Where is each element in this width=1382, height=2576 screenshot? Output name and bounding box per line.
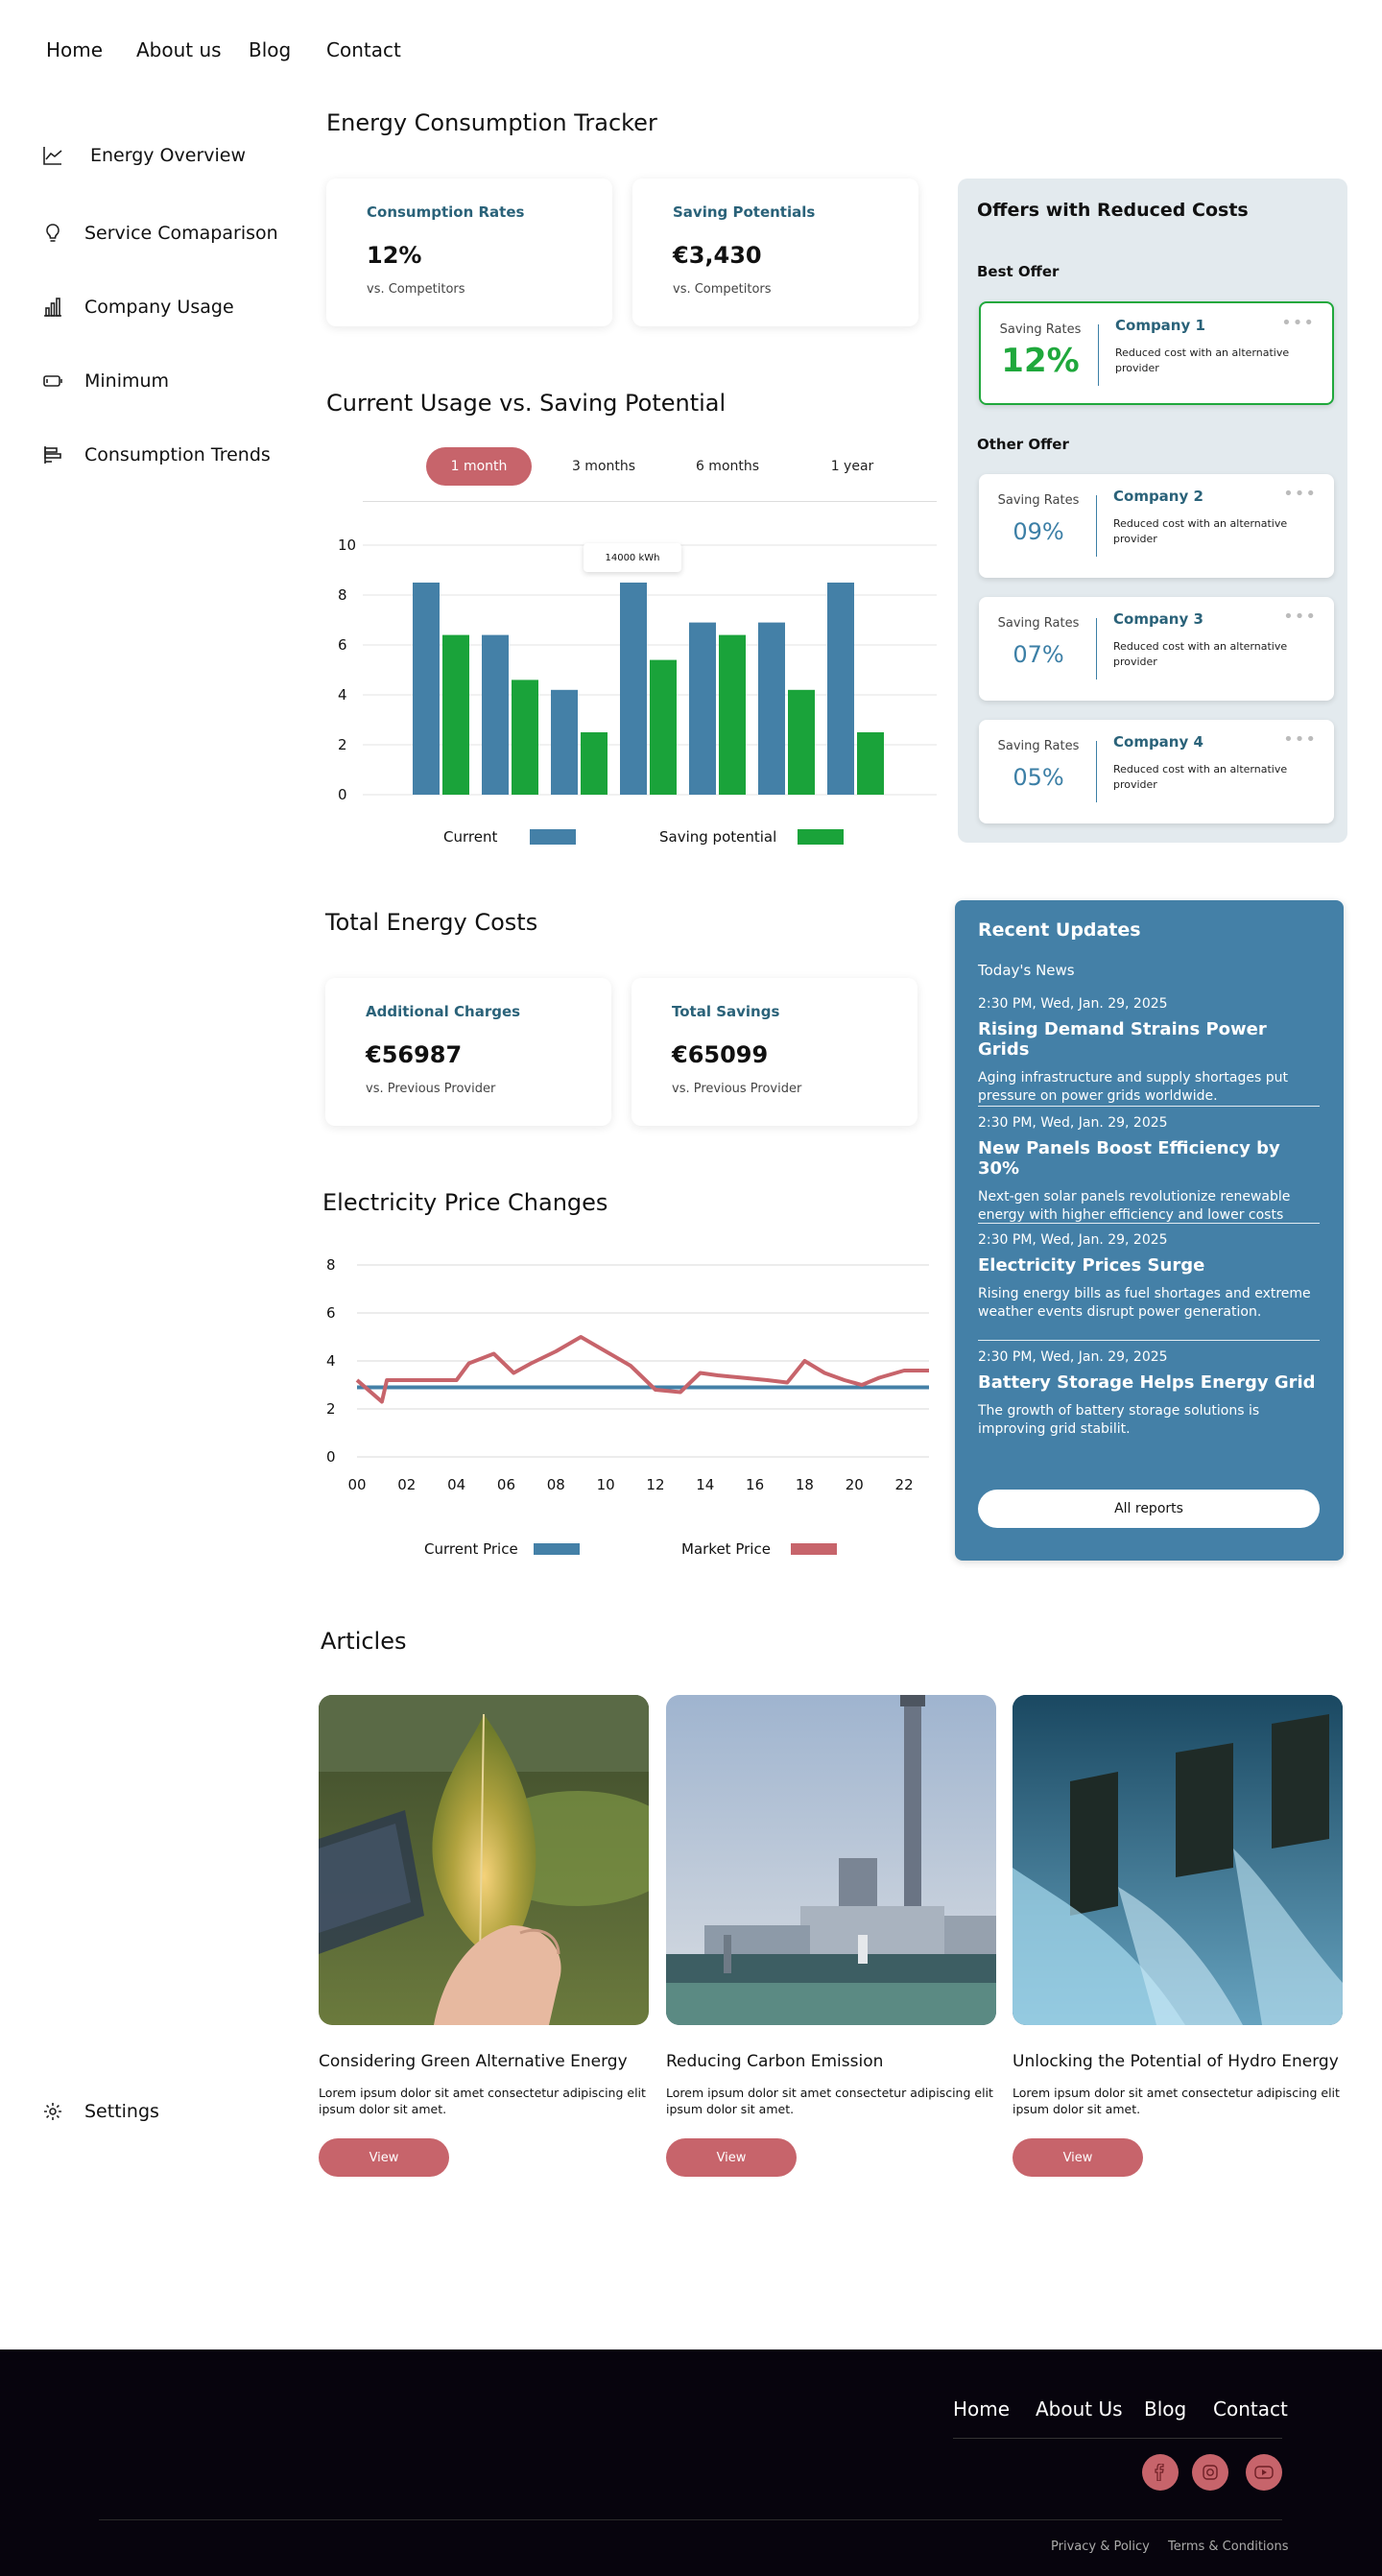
sidebar-item-settings[interactable] xyxy=(42,2101,159,2122)
price-chart-title: Electricity Price Changes xyxy=(322,1189,608,1216)
x-tick-label: 04 xyxy=(447,1476,466,1493)
nav-blog[interactable]: Blog xyxy=(249,38,292,61)
news-item[interactable] xyxy=(978,1232,1320,1322)
news-body: Rising energy bills as fuel shortages and extreme weather events disrupt power generation. xyxy=(978,1286,1311,1320)
article-body: Lorem ipsum dolor sit amet consectetur adipiscing elit ipsum dolor sit amet. xyxy=(1013,2086,1340,2116)
news-headline: Battery Storage Helps Energy Grid xyxy=(978,1372,1316,1393)
article-title: Unlocking the Potential of Hydro Energy xyxy=(1013,2052,1339,2071)
battery-icon xyxy=(42,370,63,392)
news-item[interactable] xyxy=(978,1349,1320,1439)
terms-link[interactable]: Terms & Conditions xyxy=(1168,2540,1289,2554)
bar-saving-potential[interactable] xyxy=(442,635,469,795)
company-desc: Reduced cost with an alternative provider xyxy=(1113,763,1288,791)
company-name: Company 3 xyxy=(1113,610,1203,628)
costs-title: Total Energy Costs xyxy=(325,909,538,936)
bar-current[interactable] xyxy=(758,623,785,795)
news-date: 2:30 PM, Wed, Jan. 29, 2025 xyxy=(978,1232,1168,1248)
bar-saving-potential[interactable] xyxy=(788,690,815,795)
sidebar-item-service-comparison[interactable] xyxy=(42,223,278,244)
card-value: 12% xyxy=(367,242,422,269)
rate-label: Saving Rates xyxy=(997,616,1080,631)
article-view-button[interactable]: View xyxy=(666,2138,797,2177)
x-tick-label: 10 xyxy=(596,1476,615,1493)
horizontal-bars-icon xyxy=(42,444,63,465)
bar-chart-icon xyxy=(42,297,63,318)
divider xyxy=(1098,324,1099,386)
offer-card-company-4[interactable] xyxy=(979,720,1334,823)
sidebar-item-label: Energy Overview xyxy=(90,145,247,166)
bar-current[interactable] xyxy=(827,583,854,795)
additional-charges-card xyxy=(325,978,611,1126)
legend-swatch xyxy=(791,1543,837,1555)
y-tick-label: 2 xyxy=(338,736,347,753)
footer-link-contact[interactable]: Contact xyxy=(1213,2397,1288,2421)
divider xyxy=(99,2519,1282,2520)
x-tick-label: 00 xyxy=(347,1476,367,1493)
instagram-icon[interactable] xyxy=(1192,2454,1228,2491)
legend-label: Market Price xyxy=(681,1540,771,1558)
bar-current[interactable] xyxy=(482,635,509,795)
y-tick-label: 4 xyxy=(326,1352,336,1370)
news-headline: Electricity Prices Surge xyxy=(978,1255,1205,1276)
divider xyxy=(953,2438,1282,2439)
rate-value: 07% xyxy=(1013,641,1064,668)
sidebar-item-label: Settings xyxy=(84,2101,159,2122)
offer-card-company-1[interactable] xyxy=(979,301,1334,405)
divider xyxy=(978,1223,1320,1224)
news-headline: Rising Demand Strains Power Grids xyxy=(978,1019,1267,1060)
y-tick-label: 0 xyxy=(326,1448,336,1466)
legend-label: Saving potential xyxy=(659,828,777,846)
rate-value: 09% xyxy=(1013,518,1064,545)
all-reports-button[interactable]: All reports xyxy=(978,1490,1320,1528)
news-label: Today's News xyxy=(978,962,1075,979)
rate-label: Saving Rates xyxy=(999,322,1082,337)
sidebar-item-label: Company Usage xyxy=(84,297,234,318)
lightbulb-icon xyxy=(42,223,63,244)
card-value: €3,430 xyxy=(673,242,762,269)
x-tick-label: 14 xyxy=(696,1476,715,1493)
facebook-icon[interactable] xyxy=(1142,2454,1179,2491)
news-body: The growth of battery storage solutions is improving grid stabilit. xyxy=(978,1403,1260,1437)
consumption-rates-card xyxy=(326,179,612,326)
offers-title: Offers with Reduced Costs xyxy=(977,200,1249,221)
card-label: Saving Potentials xyxy=(673,203,816,221)
more-icon[interactable]: ••• xyxy=(1283,729,1317,750)
legend-swatch xyxy=(530,829,576,845)
more-icon[interactable]: ••• xyxy=(1283,607,1317,627)
y-tick-label: 8 xyxy=(326,1256,336,1274)
bar-current[interactable] xyxy=(689,623,716,795)
bar-saving-potential[interactable] xyxy=(857,732,884,795)
article-view-button[interactable]: View xyxy=(1013,2138,1143,2177)
tab-6-months[interactable]: 6 months xyxy=(695,459,760,474)
company-desc: Reduced cost with an alternative provider xyxy=(1115,346,1290,374)
news-date: 2:30 PM, Wed, Jan. 29, 2025 xyxy=(978,1349,1168,1365)
offers-panel xyxy=(958,179,1347,843)
card-label: Additional Charges xyxy=(366,1003,521,1020)
y-tick-label: 4 xyxy=(338,686,347,704)
series-line-market-price xyxy=(357,1337,929,1402)
rate-label: Saving Rates xyxy=(997,493,1080,508)
sidebar-item-label: Service Comaparison xyxy=(84,223,278,244)
company-name: Company 1 xyxy=(1115,317,1205,334)
divider xyxy=(978,1340,1320,1341)
divider xyxy=(1096,618,1097,680)
bar-saving-potential[interactable] xyxy=(650,660,677,795)
divider xyxy=(978,1106,1320,1107)
footer-link-home[interactable]: Home xyxy=(953,2397,1011,2421)
best-offer-label: Best Offer xyxy=(977,263,1060,280)
x-tick-label: 18 xyxy=(795,1476,814,1493)
saving-potentials-card xyxy=(632,179,918,326)
x-tick-label: 22 xyxy=(894,1476,914,1493)
bar-current[interactable] xyxy=(551,690,578,795)
article-image-factory[interactable] xyxy=(666,1695,996,2025)
sidebar-item-label: Consumption Trends xyxy=(84,444,271,465)
bar-current[interactable] xyxy=(413,583,440,795)
news-body: Aging infrastructure and supply shortages put pressure on power grids worldwide. xyxy=(978,1070,1288,1104)
article-title: Considering Green Alternative Energy xyxy=(319,2052,628,2071)
article-image-leaf[interactable] xyxy=(319,1695,649,2025)
recent-updates-panel xyxy=(955,900,1344,1561)
tab-divider xyxy=(363,501,937,502)
line-chart-icon xyxy=(42,145,63,166)
y-tick-label: 10 xyxy=(338,537,357,554)
tab-1-month[interactable]: 1 month xyxy=(426,447,532,486)
x-tick-label: 20 xyxy=(845,1476,864,1493)
card-sub: vs. Competitors xyxy=(673,282,772,297)
x-tick-label: 06 xyxy=(496,1476,516,1493)
other-offer-label: Other Offer xyxy=(977,436,1069,453)
rate-value: 05% xyxy=(1013,764,1064,791)
y-tick-label: 8 xyxy=(338,586,347,604)
sidebar-item-label: Minimum xyxy=(84,370,170,392)
updates-title: Recent Updates xyxy=(978,919,1141,941)
x-tick-label: 08 xyxy=(546,1476,565,1493)
x-tick-label: 16 xyxy=(746,1476,765,1493)
total-savings-card xyxy=(631,978,917,1126)
youtube-icon[interactable] xyxy=(1246,2454,1282,2491)
rate-label: Saving Rates xyxy=(997,739,1080,753)
y-tick-label: 2 xyxy=(326,1400,336,1418)
rate-value: 12% xyxy=(1001,342,1080,380)
x-tick-label: 12 xyxy=(646,1476,665,1493)
tab-1-year[interactable]: 1 year xyxy=(830,459,874,474)
company-name: Company 4 xyxy=(1113,733,1203,751)
legend-label: Current xyxy=(443,828,498,846)
article-image-hydro[interactable] xyxy=(1013,1695,1343,2025)
company-desc: Reduced cost with an alternative provider xyxy=(1113,640,1288,668)
more-icon[interactable]: ••• xyxy=(1283,484,1317,504)
news-date: 2:30 PM, Wed, Jan. 29, 2025 xyxy=(978,1115,1168,1131)
news-headline: New Panels Boost Efficiency by 30% xyxy=(978,1138,1280,1179)
offer-card-company-3[interactable] xyxy=(979,597,1334,701)
article-view-button[interactable]: View xyxy=(319,2138,449,2177)
article-title: Reducing Carbon Emission xyxy=(666,2052,884,2071)
sidebar-item-minimum[interactable] xyxy=(42,370,169,392)
nav-about[interactable]: About us xyxy=(136,38,222,61)
article-body: Lorem ipsum dolor sit amet consectetur adipiscing elit ipsum dolor sit amet. xyxy=(666,2086,993,2116)
card-value: €56987 xyxy=(366,1041,463,1068)
company-name: Company 2 xyxy=(1113,488,1203,505)
bar-saving-potential[interactable] xyxy=(581,732,608,795)
divider xyxy=(1096,741,1097,802)
card-sub: vs. Previous Provider xyxy=(366,1082,496,1096)
card-sub: vs. Previous Provider xyxy=(672,1082,802,1096)
price-line-chart xyxy=(317,1238,950,1566)
sidebar-item-company-usage[interactable] xyxy=(42,297,234,318)
footer-link-about[interactable]: About Us xyxy=(1036,2397,1123,2421)
card-value: €65099 xyxy=(672,1041,769,1068)
nav-home[interactable]: Home xyxy=(46,38,104,61)
more-icon[interactable]: ••• xyxy=(1281,313,1315,333)
articles-title: Articles xyxy=(321,1628,407,1655)
news-date: 2:30 PM, Wed, Jan. 29, 2025 xyxy=(978,996,1168,1012)
legend-swatch xyxy=(798,829,844,845)
bar-saving-potential[interactable] xyxy=(512,680,538,795)
privacy-link[interactable]: Privacy & Policy xyxy=(1051,2540,1150,2554)
tracker-title: Energy Consumption Tracker xyxy=(326,109,657,136)
y-tick-label: 6 xyxy=(326,1304,336,1322)
y-tick-label: 0 xyxy=(338,786,347,803)
footer xyxy=(0,2349,1382,2576)
legend-label: Current Price xyxy=(424,1540,518,1558)
sidebar-item-energy-overview[interactable] xyxy=(42,145,246,166)
bar-saving-potential[interactable] xyxy=(719,635,746,795)
news-item[interactable] xyxy=(978,1115,1320,1225)
divider xyxy=(1096,495,1097,557)
article-body: Lorem ipsum dolor sit amet consectetur adipiscing elit ipsum dolor sit amet. xyxy=(319,2086,646,2116)
gear-icon xyxy=(42,2101,63,2122)
nav-contact[interactable]: Contact xyxy=(326,38,401,61)
x-tick-label: 02 xyxy=(397,1476,417,1493)
usage-title: Current Usage vs. Saving Potential xyxy=(326,390,727,417)
bar-current[interactable] xyxy=(620,583,647,795)
news-body: Next-gen solar panels revolutionize renewable energy with higher efficiency and lower costs xyxy=(978,1189,1291,1223)
footer-link-blog[interactable]: Blog xyxy=(1144,2397,1187,2421)
y-tick-label: 6 xyxy=(338,636,347,654)
card-sub: vs. Competitors xyxy=(367,282,465,297)
news-item[interactable] xyxy=(978,996,1320,1106)
company-desc: Reduced cost with an alternative provider xyxy=(1113,517,1288,545)
card-label: Total Savings xyxy=(672,1003,780,1020)
offer-card-company-2[interactable] xyxy=(979,474,1334,578)
sidebar-item-consumption-trends[interactable] xyxy=(42,444,271,465)
card-label: Consumption Rates xyxy=(367,203,525,221)
tab-3-months[interactable]: 3 months xyxy=(571,459,636,474)
chart-tooltip: 14000 kWh xyxy=(584,543,681,572)
legend-swatch xyxy=(534,1543,580,1555)
